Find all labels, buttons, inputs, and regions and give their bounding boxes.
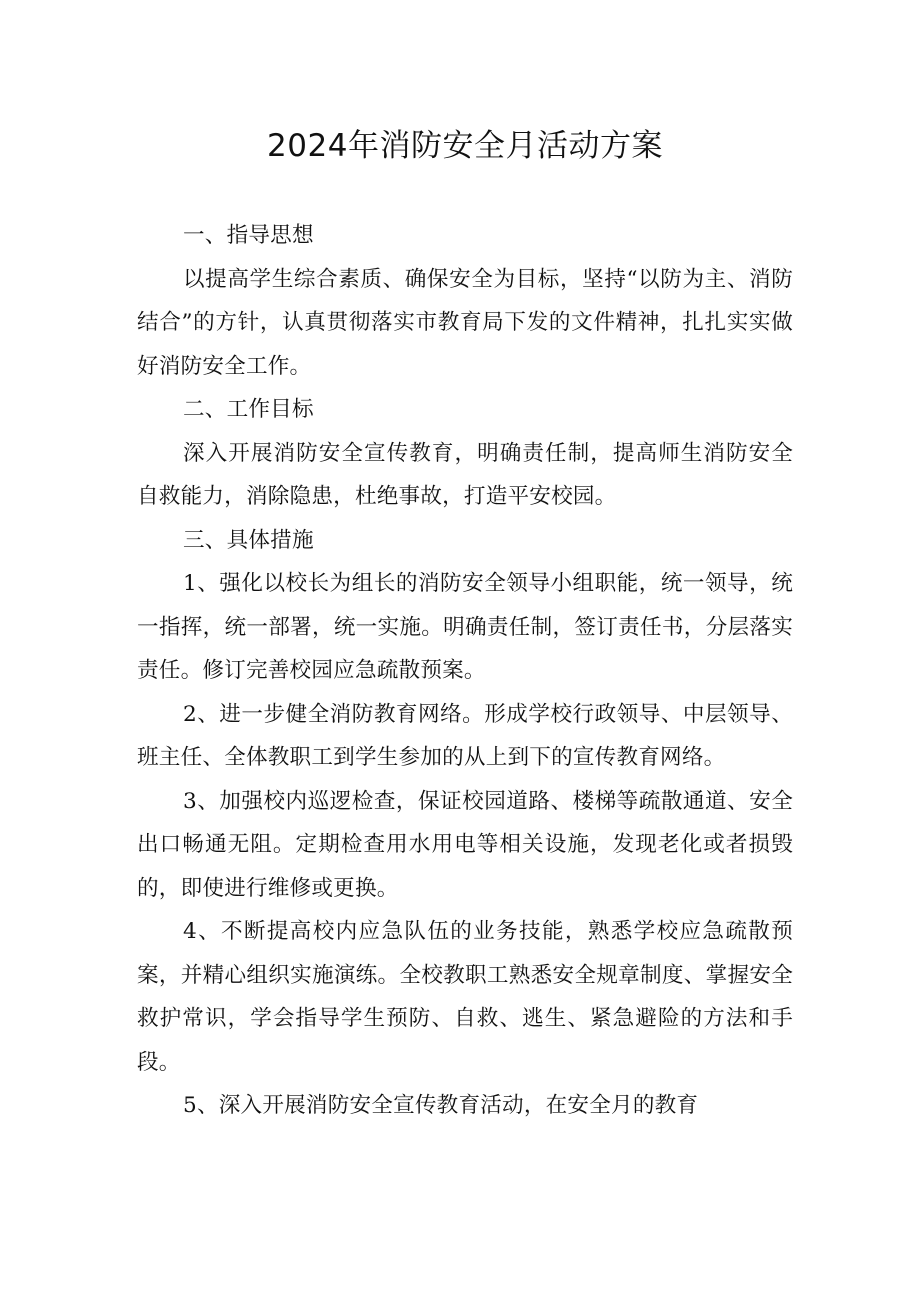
measure-item-1: 1、强化以校长为组长的消防安全领导小组职能，统一领导，统一指挥，统一部署，统一实施。明确责任制，签订责任书，分层落实责任。修订完善校园应急疏散预案。 — [137, 571, 793, 683]
measure-item-4: 4、不断提高校内应急队伍的业务技能，熟悉学校应急疏散预案，并精心组织实施演练。全校教职工熟悉安全规章制度、掌握安全救护常识，学会指导学生预防、自救、逃生、紧急避险的方法和手段。 — [137, 919, 793, 1075]
paragraph-guiding-ideology: 以提高学生综合素质、确保安全为目标，坚持“以防为主、消防结合”的方针，认真贯彻落实市教育局下发的文件精神，扎扎实实做好消防安全工作。 — [137, 266, 793, 379]
measure-item-2: 2、进一步健全消防教育网络。形成学校行政领导、中层领导、班主任、全体教职工到学生参加的从上到下的宣传教育网络。 — [137, 701, 793, 770]
document-body — [137, 214, 793, 1128]
measure-item-3: 3、加强校内巡逻检查，保证校园道路、楼梯等疏散通道、安全出口畅通无阻。定期检查用水用电等相关设施，发现老化或者损毁的，即使进行维修或更换。 — [137, 788, 793, 901]
paragraph-work-goals: 深入开展消防安全宣传教育，明确责任制，提高师生消防安全自救能力，消除隐患，杜绝事故，打造平安校园。 — [137, 440, 793, 509]
document-title: 2024年消防安全月活动方案 — [267, 128, 663, 164]
section-heading-guiding-ideology: 一、指导思想 — [183, 223, 314, 248]
measure-item-5: 5、深入开展消防安全宣传教育活动，在安全月的教育 — [183, 1093, 699, 1118]
section-heading-work-goals: 二、工作目标 — [183, 397, 314, 422]
section-heading-specific-measures: 三、具体措施 — [183, 527, 314, 553]
